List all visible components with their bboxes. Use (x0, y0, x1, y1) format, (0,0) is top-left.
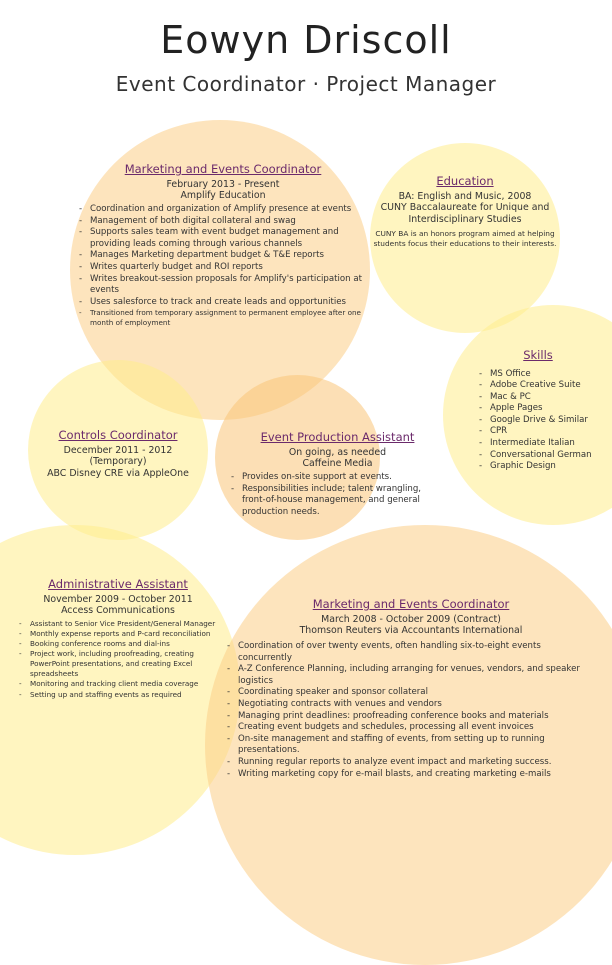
marketing1-title: Marketing and Events Coordinator (124, 162, 322, 176)
list-item: - Writes breakout-session proposals for Amplify's participation at events (88, 274, 368, 297)
list-item: - Provides on-site support at events. (240, 472, 445, 484)
list-item: - On-site management and staffing of events, from setting up to running presentations. (236, 734, 596, 757)
list-item: - Coordination and organization of Amplify presence at events (88, 204, 368, 216)
list-item: - Running regular reports to analyze event impact and marketing success. (236, 757, 596, 769)
marketing1-list (78, 204, 368, 329)
section-marketing2 (226, 597, 596, 780)
candidate-subtitle: Event Coordinator · Project Manager (115, 72, 497, 96)
list-item: - MS Office (488, 369, 598, 381)
admin-title: Administrative Assistant (48, 577, 188, 591)
list-item: - Transitioned from temporary assignment to permanent employee after one month of employment (88, 308, 368, 328)
list-item: - CPR (488, 426, 598, 438)
list-item: - Management of both digital collateral and swag (88, 216, 368, 228)
list-item: - Writes quarterly budget and ROI reports (88, 262, 368, 274)
list-item: - Google Drive & Similar (488, 415, 598, 427)
controls-org: ABC Disney CRE via AppleOne (47, 468, 189, 480)
section-admin (18, 577, 218, 700)
production-dates: On going, as needed (288, 446, 387, 458)
list-item: - Negotiating contracts with venues and vendors (236, 699, 596, 711)
list-item: - Supports sales team with event budget management and providing leads coming through various channels (88, 227, 368, 250)
skills-list (478, 369, 598, 473)
section-education (372, 174, 558, 249)
list-item: - Adobe Creative Suite (488, 380, 598, 392)
list-item: - Uses salesforce to track and create leads and opportunities (88, 297, 368, 309)
admin-dates: November 2009 - October 2011 (43, 593, 193, 605)
education-degree: BA: English and Music, 2008 (398, 190, 532, 202)
admin-list (18, 619, 218, 700)
list-item: - Assistant to Senior Vice President/General Manager (28, 619, 218, 629)
list-item: - Setting up and staffing events as required (28, 690, 218, 700)
list-item: - Mac & PC (488, 392, 598, 404)
controls-title: Controls Coordinator (58, 428, 178, 442)
marketing1-dates: February 2013 - Present (166, 178, 280, 190)
list-item: - Booking conference rooms and dial-ins (28, 639, 218, 649)
marketing2-title: Marketing and Events Coordinator (312, 597, 510, 611)
marketing2-dates: March 2008 - October 2009 (Contract) (321, 613, 501, 625)
production-org: Caffeine Media (302, 458, 373, 470)
list-item: - Intermediate Italian (488, 438, 598, 450)
list-item: - Conversational German (488, 450, 598, 462)
controls-dates: December 2011 - 2012 (Temporary) (63, 444, 173, 468)
education-school: CUNY Baccalaureate for Unique and Interdisciplinary Studies (380, 202, 550, 226)
list-item: - Monitoring and tracking client media coverage (28, 679, 218, 689)
list-item: - Managing print deadlines: proofreading conference books and materials (236, 711, 596, 723)
list-item: - Manages Marketing department budget & T&E reports (88, 250, 368, 262)
list-item: - Creating event budgets and schedules, processing all event invoices (236, 722, 596, 734)
skills-title: Skills (523, 348, 553, 362)
section-marketing1 (78, 162, 368, 329)
list-item: - Monthly expense reports and P-card reconciliation (28, 629, 218, 639)
list-item: - Project work, including proofreading, creating PowerPoint presentations, and creating Excel spreadsheets (28, 649, 218, 679)
list-item: - Graphic Design (488, 461, 598, 473)
list-item: - Writing marketing copy for e-mail blasts, and creating marketing e-mails (236, 769, 596, 781)
education-title: Education (436, 174, 494, 188)
list-item: - Coordination of over twenty events, often handling six-to-eight events concurrently (236, 641, 596, 664)
list-item: - Coordinating speaker and sponsor collateral (236, 687, 596, 699)
section-skills (478, 348, 598, 473)
education-note: CUNY BA is an honors program aimed at helping students focus their educations to their interests. (373, 228, 557, 248)
section-controls (38, 428, 198, 480)
candidate-name: Eowyn Driscoll (160, 18, 452, 62)
production-title: Event Production Assistant (260, 430, 415, 444)
list-item: - A-Z Conference Planning, including arranging for venues, vendors, and speaker logistics (236, 664, 596, 687)
marketing2-list (226, 641, 596, 780)
list-item: - Responsibilities include; talent wrangling, front-of-house management, and general production needs. (240, 484, 445, 519)
marketing1-org: Amplify Education (180, 190, 266, 202)
admin-org: Access Communications (61, 605, 175, 617)
section-production (230, 430, 445, 518)
list-item: - Apple Pages (488, 403, 598, 415)
marketing2-org: Thomson Reuters via Accountants International (299, 625, 523, 637)
production-list (230, 472, 445, 518)
